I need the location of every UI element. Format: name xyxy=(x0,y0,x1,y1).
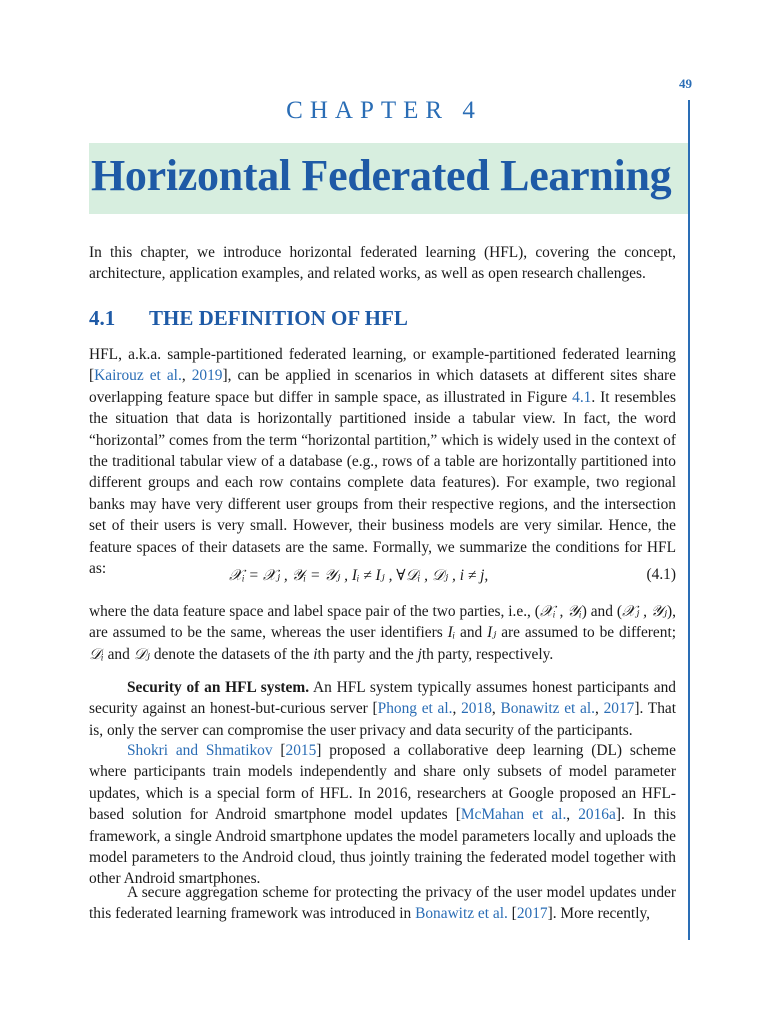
equation-number: (4.1) xyxy=(646,566,676,583)
citation-year-link[interactable]: 2015 xyxy=(285,742,317,759)
intro-paragraph: In this chapter, we introduce horizontal federated learning (HFL), covering the concept, architecture, application examples, and related works, as well as open research challenges. xyxy=(89,244,676,283)
section-heading xyxy=(89,306,408,331)
citation-link[interactable]: McMahan et al. xyxy=(460,806,567,824)
paragraph-definition: HFL, a.k.a. sample-partitioned federated learning, or example-partitioned federated learning [Kairouz et al., 2019], can be applied in scenarios in which datasets at different sites share overlapping feature space but differ in sample space, as illustrated in Figure 4.1. It resembles the situation that data is horizontally partitioned inside a tabular view. In fact, the word “horizontal” comes from the term “horizontal partition,” which is widely used in the context of the traditional tabular view of a database (e.g., rows of a table are horizontally partitioned into different groups and each row contains complete data features). For example, two regional banks may have very different user groups from their respective regions, and the intersection set of their users is very small. However, their business models are very similar. Hence, the feature spaces of their datasets are the same. Formally, we summarize the conditions for HFL as: xyxy=(89,346,677,578)
citation-link[interactable]: Bonawitz et al. xyxy=(500,700,595,718)
chapter-label: CHAPTER 4 xyxy=(286,97,482,124)
citation-link[interactable]: Phong et al. xyxy=(377,700,453,718)
paragraph-related-work: Shokri and Shmatikov [2015] proposed a collaborative deep learning (DL) scheme where participants train models independently and share only subsets of model parameter updates, which is a special form of HFL. In 2016, researchers at Google proposed an HFL-based solution for Android smartphone model updates [McMahan et al., 2016a]. In this framework, a single Android smartphone updates the model parameters locally and uploads the model parameters to the Android cloud, thus jointly training the federated model together with other Android smartphones. xyxy=(89,742,676,888)
margin-rule xyxy=(688,100,690,940)
run-in-heading: Security of an HFL system. xyxy=(127,679,310,696)
equation: 𝒳ᵢ = 𝒳ⱼ , 𝒴ᵢ = 𝒴ⱼ , Iᵢ ≠ Iⱼ , ∀𝒟ᵢ , 𝒟ⱼ , i ≠ j, xyxy=(229,567,489,584)
citation-year-link[interactable]: 2016a xyxy=(578,806,616,824)
figure-ref-link[interactable]: 4.1 xyxy=(572,388,592,406)
page-number: 49 xyxy=(679,76,692,91)
chapter-title: Horizontal Federated Learning xyxy=(91,151,672,200)
citation-year-link[interactable]: 2017 xyxy=(603,700,635,718)
citation-link[interactable]: Kairouz et al. xyxy=(94,367,182,385)
paragraph-equation-explanation: where the data feature space and label space pair of the two parties, i.e., (𝒳ᵢ , 𝒴ᵢ) and (𝒳ⱼ , 𝒴ⱼ), are assumed to be the same, whereas the user identifiers Iᵢ and Iⱼ are assumed to be different; 𝒟ᵢ and 𝒟ⱼ denote the datasets of the ith party and the jth party, respectively. xyxy=(89,603,677,663)
citation-link[interactable]: Shokri and Shmatikov xyxy=(127,742,273,759)
section-title: THE DEFINITION OF HFL xyxy=(149,306,408,330)
section-number: 4.1 xyxy=(89,306,116,330)
paragraph-security: Security of an HFL system. An HFL system typically assumes honest participants and security against an honest-but-curious server [Phong et al., 2018, Bonawitz et al., 2017]. That is, only the server can compromise the user privacy and data security of the participants. xyxy=(89,679,677,739)
citation-year-link[interactable]: 2019 xyxy=(191,367,223,385)
citation-year-link[interactable]: 2018 xyxy=(461,700,492,718)
equation-row xyxy=(89,566,676,588)
citation-link[interactable]: Bonawitz et al. xyxy=(415,905,508,923)
citation-year-link[interactable]: 2017 xyxy=(516,905,548,923)
paragraph-secure-aggregation: A secure aggregation scheme for protecting the privacy of the user model updates under this federated learning framework was introduced in Bonawitz et al. [2017]. More recently, xyxy=(89,884,676,923)
